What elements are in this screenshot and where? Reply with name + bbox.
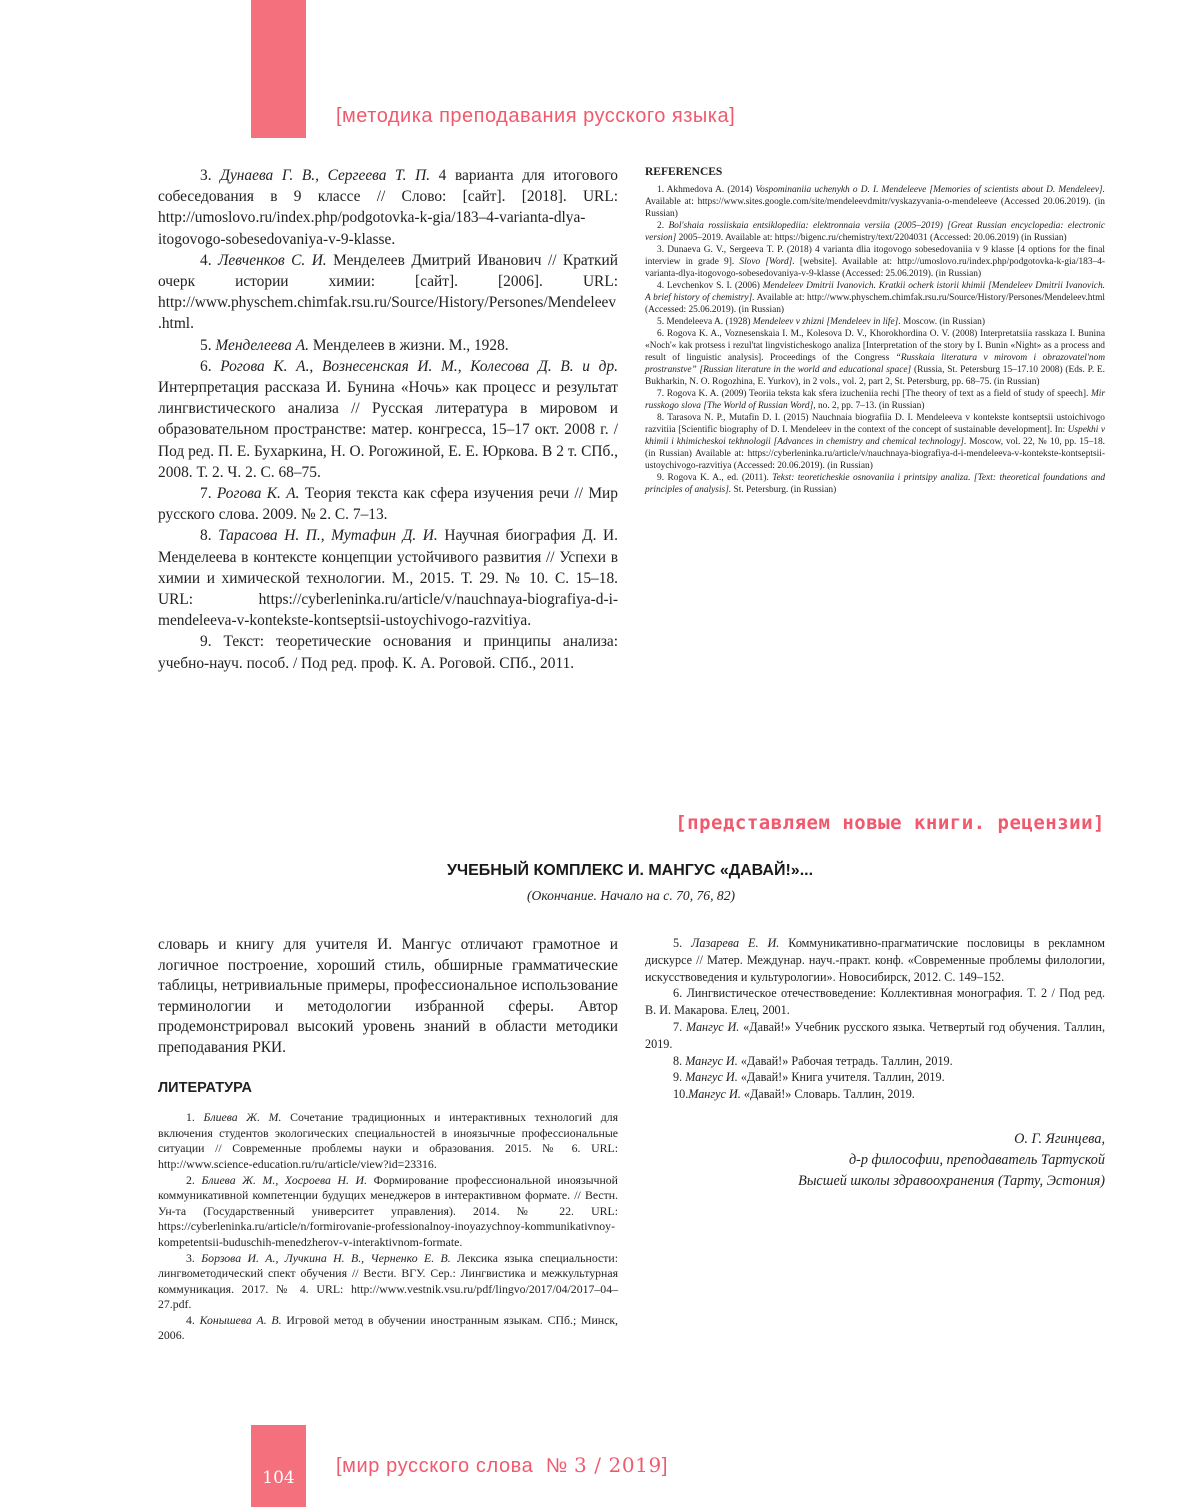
reference-item: 2. Bol'shaia rossiiskaia entsiklopediia: elektronnaia versiia (2005–2019) [Great Russian encyclopedia: electronic version] 2005–2019. Available at: https://bigenc.ru/chemistry/text/2204031 (Accessed: 20.06.2019) (in Russian) [645, 221, 1106, 243]
rubric-header: [представляем новые книги. рецензии] [675, 812, 1105, 834]
literature-item: 3. Борзова И. А., Лучкина Н. В., Черненко Е. В. Лексика языка специальности: лингвометодический спект обучения // Вести. ВГУ. Сер.: Лингвистика и межкультурная коммуникация. 2017. № 4. URL: http://www.vestnik.vsu.ru/pdf/lingvo/2017/04/2017–04–27.pdf. [158, 1250, 619, 1312]
literature-item: 1. Блиева Ж. М. Сочетание традиционных и интерактивных технологий для включения студентов экологических специальностей в иноязычные профессиональные ситуации // Современные проблемы науки и образования. 2015. № 6. URL: http://www.science-education.ru/ru/article/view?id=23316. [158, 1110, 619, 1171]
reference-item: 6. Рогова К. А., Вознесенская И. М., Колесова Д. В. и др. Интерпретация рассказа И. Бунина «Ночь» как процесс и результат лингвистического анализа // Русская литература в мировом и образовательном пространстве: матер. конгресса, 15–17 окт. 2008 г. / Под ред. П. Е. Бухаркина, Н. О. Рогожиной, Е. Е. Юркова. В 2 т. СПб., 2008. Т. 2. Ч. 2. С. 68–75. [158, 357, 618, 481]
author-signature [645, 1129, 1105, 1192]
literature-item: 2. Блиева Ж. М., Хосроева Н. И. Формирование профессиональной иноязычной коммуникативной компетенции будущих менеджеров в интерактивном формате. // Вестн. Ун-та (Государственный университет управления). 2014. № 22. URL: https://cyberleninka.ru/article/n/formirovanie-professionalnoy-inoyazychnoy-kommunikativnoy-kompetentsii-buduschih-menedzherov-v-interaktivnom-formate. [158, 1172, 618, 1249]
article-left-column [158, 935, 618, 1344]
article-title: УЧЕБНЫЙ КОМПЛЕКС И. МАНГУС «ДАВАЙ!»... [446, 862, 814, 879]
reference-item: 3. Dunaeva G. V., Sergeeva T. P. (2018) 4 varianta dlia itogovogo sobesedovaniia v 9 klasse [4 options for the final interview in grade 9]. Slovo [Word]. [website]. Available at: http://umoslovo.ru/index.php/podgotovka-k-gia/183–4-varianta-dlya-itogovogo-sobesedovaniya-v-9-klasse (Accessed: 25.06.2019). (in Russian) [645, 245, 1106, 279]
accent-bar-top [251, 0, 306, 138]
journal-issue: 3 / 2019 [573, 1453, 662, 1477]
references-heading: REFERENCES [645, 166, 723, 178]
author-name: О. Г. Ягинцева, [1014, 1130, 1105, 1147]
literature-heading: ЛИТЕРАТУРА [158, 1079, 253, 1096]
literature-item: 10.Мангус И. «Давай!» Словарь. Таллин, 2019. [673, 1087, 915, 1102]
reference-item: 1. Akhmedova A. (2014) Vospominaniia uchenykh o D. I. Mendeleeve [Memories of scientists about D. Mendeleev]. Available at: https://www.sites.google.com/site/mendeleevdmitr/vyskazyvania-o-mendeleeve (Accessed 20.06.2019). (in Russian) [645, 185, 1105, 219]
article-body: словарь и книгу для учителя И. Мангус отличают грамотное и логичное построение, хороший стиль, обширные грамматические таблицы, нетривиальные примеры, профессиональное использование терминологии и методологии избранной сферы. Автор продемонстрировал высокий уровень знаний в области методики преподавания РКИ. [158, 936, 618, 1056]
reference-item: 5. Mendeleeva A. (1928) Mendeleev v zhizni [Mendeleev in life]. Moscow. (in Russian) [657, 317, 985, 327]
article-subtitle: (Окончание. Начало на с. 70, 76, 82) [526, 888, 736, 903]
reference-item: 8. Тарасова Н. П., Мутафин Д. И. Научная биография Д. И. Менделеева в контексте концепции устойчивого развития // Успехи в химии и химической технологии. М., 2015. Т. 29. № 10. С. 15–18. URL: https://cyberleninka.ru/article/v/nauchnaya-biografiya-d-i-mendeleeva-v-kontekste-kontseptsii-ustoychivogo-razvitiya. [158, 527, 618, 630]
reference-item: 4. Левченков С. И. Менделеев Дмитрий Иванович // Краткий очерк истории химии: [сайт]. [2006]. URL: http://www.physchem.chimfak.rsu.ru/Source/History/Persones/Mendeleev.html. [158, 251, 618, 333]
reference-item: 9. Текст: теоретические основания и принципы анализа: учебно-науч. пособ. / Под ред. проф. К. А. Роговой. СПб., 2011. [158, 633, 619, 672]
journal-bracket: ] [661, 1455, 668, 1477]
references-russian [158, 165, 618, 674]
literature-item: 4. Конышева А. В. Игровой метод в обучении иностранным языкам. СПб.; Минск, 2006. [158, 1312, 618, 1343]
literature-item: 6. Лингвистическое отечествоведение: Коллективная монография. Т. 2 / Под ред. В. И. Макарова. Елец, 2001. [645, 986, 1106, 1018]
author-position: д-р философии, преподаватель Тартуской [849, 1151, 1105, 1168]
author-affiliation: Высшей школы здравоохранения (Тарту, Эстония) [798, 1172, 1105, 1189]
literature-list [158, 1110, 618, 1344]
accent-bar-bottom [251, 1425, 306, 1507]
reference-item: 4. Levchenkov S. I. (2006) Mendeleev Dmitrii Ivanovich. Kratkii ocherk istorii khimii [Mendeleev Dmitrii Ivanovich. A brief history of chemistry]. Available at: http://www.physchem.chimfak.rsu.ru/Source/History/Persones/Mendeleev.html (Accessed: 25.06.2019). (in Russian) [645, 281, 1105, 315]
literature-item: 8. Мангус И. «Давай!» Рабочая тетрадь. Таллин, 2019. [673, 1053, 953, 1068]
literature-item: 9. Мангус И. «Давай!» Книга учителя. Таллин, 2019. [673, 1070, 945, 1085]
journal-name: [мир русского слова № [336, 1455, 574, 1477]
reference-item: 6. Rogova K. A., Voznesenskaia I. M., Kolesova D. V., Khorokhordina O. V. (2008) Interpretatsiia rasskaza I. Bunina «Noch'« kak protsess i rezul'tat lingvisticheskogo analiza [Interpretation of the story by I. Bunin «Night» as a process and result of linguistic analysis]. Proceedings of the Congress “Russkaia literatura v mirovom i obrazovatel'nom prostranstve” [Russian literature in the world and educational space] (Russia, St. Petersburg 15–17.10 2008) (Eds. P. E. Bukharkin, N. O. Rogozhina, E. Yurkov), in 2 vols., vol. 2, part 2, St. Petersburg, pp. 68–75. (in Russian) [645, 329, 1106, 387]
reference-item: 9. Rogova K. A., ed. (2011). Tekst: teoreticheskie osnovaniia i printsipy analiza. [Text: theoretical foundations and principles of analysis]. St. Petersburg. (in Russian) [645, 473, 1106, 495]
reference-item: 7. Рогова К. А. Теория текста как сфера изучения речи // Мир русского слова. 2009. № 2. С. 7–13. [158, 485, 618, 524]
references-english [645, 166, 1105, 496]
reference-item: 3. Дунаева Г. В., Сергеева Т. П. 4 варианта для итогового собеседования в 9 классе // Слово: [сайт]. [2018]. URL: http://umoslovo.ru/index.php/podgotovka-k-gia/183–4-varianta-dlya-itogovogo-sobesedovaniya-v-9-klasse. [158, 167, 618, 248]
reference-item: 5. Менделеева А. Менделеев в жизни. М., 1928. [200, 336, 509, 354]
page-number: 104 [262, 1468, 295, 1488]
reference-item: 7. Rogova K. A. (2009) Teoriia teksta kak sfera izucheniia rechi [The theory of text as a field of study of speech]. Mir russkogo slova [The World of Russian Word], no. 2, pp. 7–13. (in Russian) [645, 389, 1105, 411]
literature-item: 5. Лазарева Е. И. Коммуникативно-прагматичские пословицы в рекламном дискурсе // Матер. Междунар. науч.-практ. конф. «Современные проблемы филологии, искусствоведения и культурологии». Новосибирск, 2012. С. 149–152. [645, 936, 1105, 984]
footer-journal-title [336, 1453, 668, 1478]
article-right-column [645, 935, 1105, 1192]
reference-item: 8. Tarasova N. P., Mutafin D. I. (2015) Nauchnaia biografiia D. I. Mendeleeva v kontekste kontseptsii ustoichivogo razvitiia [Scientific biography of D. I. Mendeleev in the context of the concept of sustainable development]. In: Uspekhi v khimii i khimicheskoi tekhnologii [Advances in chemistry and chemical technology]. Moscow, vol. 22, № 10, pp. 15–18. (in Russian) Available at: https://cyberleninka.ru/article/v/nauchnaya-biografiya-d-i-mendeleeva-v-kontekste-kontseptsii-ustoychivogo-razvitiya (Accessed: 20.06.2019). (in Russian) [645, 413, 1105, 471]
section-header: [методика преподавания русского языка] [336, 105, 736, 127]
literature-item: 7. Мангус И. «Давай!» Учебник русского языка. Четвертый год обучения. Таллин, 2019. [645, 1019, 1106, 1051]
